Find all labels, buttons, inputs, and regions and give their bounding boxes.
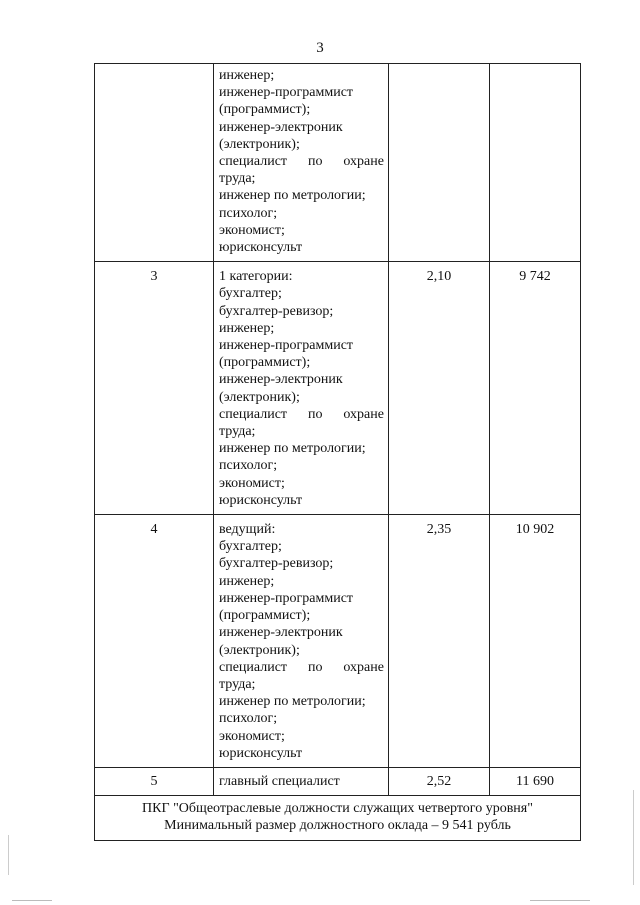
- row-number: 3: [95, 262, 214, 515]
- footer-cell: [95, 795, 581, 840]
- position-line: труда;: [219, 171, 256, 187]
- position-line: ведущий:: [219, 522, 276, 538]
- salary-cell: 10 902: [490, 515, 581, 768]
- row-number: [95, 64, 214, 262]
- position-line: труда;: [219, 676, 256, 692]
- position-line: инженер-электроник: [219, 119, 343, 135]
- positions-list: [214, 515, 389, 768]
- position-line: бухгалтер;: [219, 539, 282, 555]
- position-line: главный специалист: [219, 773, 340, 789]
- position-line: (программист);: [219, 355, 311, 371]
- position-line: инженер-электроник: [219, 372, 343, 388]
- coefficient-cell: 2,52: [389, 767, 490, 795]
- position-word: специалист: [219, 659, 288, 675]
- position-line: юрисконсульт: [219, 492, 303, 508]
- position-word: специалист: [219, 154, 288, 170]
- position-line: инженер-электроник: [219, 625, 343, 641]
- position-word: по: [307, 154, 323, 170]
- position-line: [219, 406, 384, 423]
- position-line: инженер по метрологии;: [219, 694, 366, 710]
- position-line: [219, 659, 384, 676]
- position-line: психолог;: [219, 711, 278, 727]
- position-line: (программист);: [219, 608, 311, 624]
- position-line: инженер;: [219, 320, 275, 336]
- position-line: (электроник);: [219, 389, 300, 405]
- position-word: по: [307, 406, 323, 422]
- position-line: экономист;: [219, 475, 285, 491]
- position-line: юрисконсульт: [219, 745, 303, 761]
- position-line: бухгалтер-ревизор;: [219, 556, 334, 572]
- position-line: бухгалтер-ревизор;: [219, 303, 334, 319]
- position-line: инженер по метрологии;: [219, 188, 366, 204]
- coefficient-cell: [389, 64, 490, 262]
- position-line: психолог;: [219, 458, 278, 474]
- position-line: 1 категории:: [219, 269, 293, 285]
- position-line: инженер-программист: [219, 85, 354, 101]
- position-line: инженер;: [219, 573, 275, 589]
- position-line: [219, 153, 384, 170]
- row-number: 4: [95, 515, 214, 768]
- position-line: инженер-программист: [219, 590, 354, 606]
- scan-artifact: [12, 900, 52, 901]
- position-line: инженер;: [219, 68, 275, 83]
- position-line: (программист);: [219, 102, 311, 118]
- salary-cell: [490, 64, 581, 262]
- position-line: инженер по метрологии;: [219, 441, 366, 457]
- scan-margin-line: [8, 835, 9, 875]
- position-line: труда;: [219, 424, 256, 440]
- table-row: [95, 262, 581, 515]
- salary-table: [94, 63, 581, 841]
- position-word: охране: [343, 659, 384, 675]
- positions-list: [214, 64, 389, 262]
- footer-group-title: ПКГ "Общеотраслевые должности служащих четвертого уровня": [142, 800, 533, 816]
- position-line: (электроник);: [219, 136, 300, 152]
- footer-row: [95, 795, 581, 840]
- coefficient-cell: 2,10: [389, 262, 490, 515]
- salary-cell: 11 690: [490, 767, 581, 795]
- position-line: бухгалтер;: [219, 286, 282, 302]
- scan-margin-line: [633, 790, 634, 885]
- page-number: 3: [316, 40, 324, 56]
- position-line: (электроник);: [219, 642, 300, 658]
- position-line: психолог;: [219, 205, 278, 221]
- table-row: [95, 515, 581, 768]
- position-word: по: [307, 659, 323, 675]
- positions-list: [214, 767, 389, 795]
- position-word: охране: [343, 154, 384, 170]
- position-line: инженер-программист: [219, 338, 354, 354]
- position-line: юрисконсульт: [219, 240, 303, 256]
- row-number: 5: [95, 767, 214, 795]
- position-word: специалист: [219, 406, 288, 422]
- scan-artifact: [530, 900, 590, 901]
- footer-min-salary: Минимальный размер должностного оклада – 9 541 рубль: [164, 817, 511, 833]
- position-word: охране: [343, 406, 384, 422]
- table-row: [95, 767, 581, 795]
- positions-list: [214, 262, 389, 515]
- coefficient-cell: 2,35: [389, 515, 490, 768]
- position-line: экономист;: [219, 728, 285, 744]
- salary-cell: 9 742: [490, 262, 581, 515]
- table-row: [95, 64, 581, 262]
- position-line: экономист;: [219, 222, 285, 238]
